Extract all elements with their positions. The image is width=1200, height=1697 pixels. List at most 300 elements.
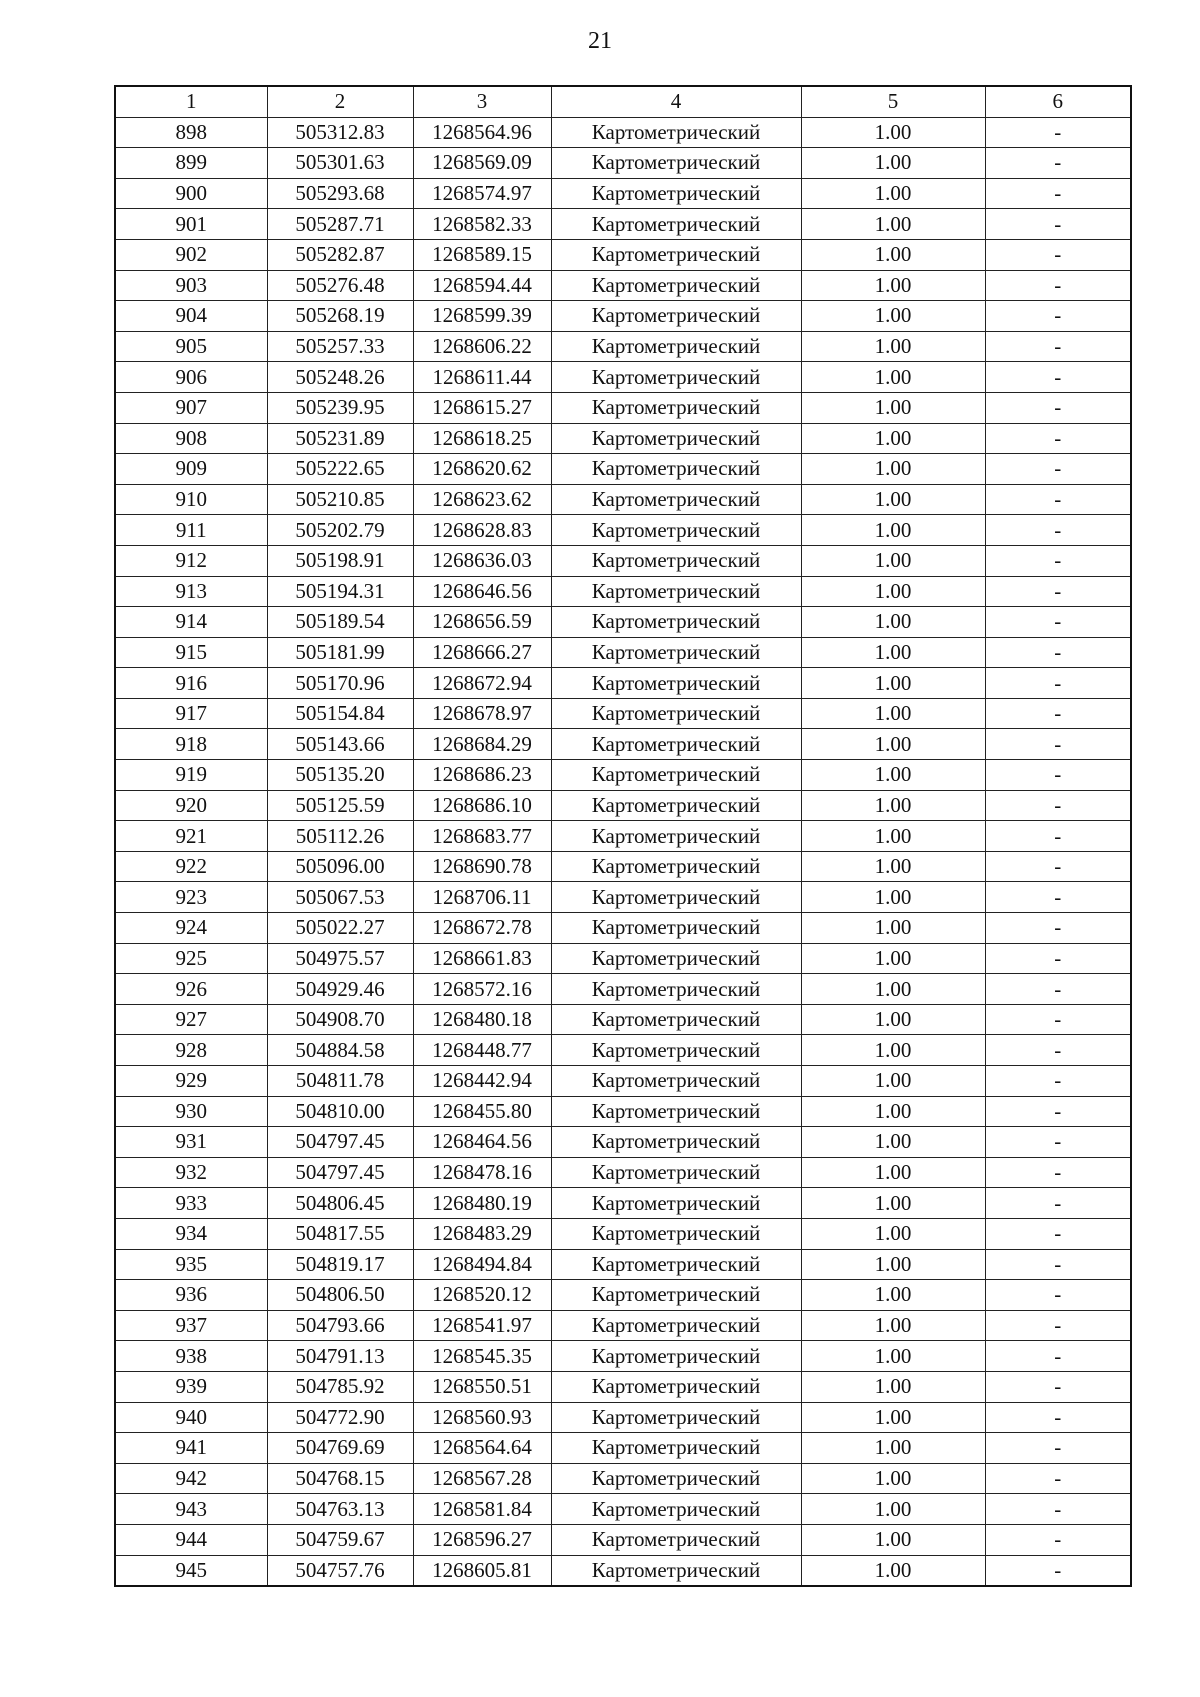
table-row	[115, 1341, 1131, 1372]
table-row	[115, 1188, 1131, 1219]
method-cell: Картометрический	[551, 637, 801, 668]
method-cell: Картометрический	[551, 1035, 801, 1066]
point-number-cell: 939	[115, 1371, 267, 1402]
table-row	[115, 1555, 1131, 1586]
table-row	[115, 974, 1131, 1005]
x-coordinate-cell: 504806.45	[267, 1188, 413, 1219]
x-coordinate-cell: 505096.00	[267, 851, 413, 882]
method-cell: Картометрический	[551, 790, 801, 821]
description-cell: -	[985, 117, 1131, 148]
column-header: 4	[551, 86, 801, 117]
description-cell: -	[985, 1555, 1131, 1586]
method-cell: Картометрический	[551, 913, 801, 944]
x-coordinate-cell: 505189.54	[267, 607, 413, 638]
x-coordinate-cell: 504884.58	[267, 1035, 413, 1066]
precision-cell: 1.00	[801, 882, 985, 913]
precision-cell: 1.00	[801, 178, 985, 209]
point-number-cell: 916	[115, 668, 267, 699]
precision-cell: 1.00	[801, 851, 985, 882]
y-coordinate-cell: 1268564.96	[413, 117, 551, 148]
precision-cell: 1.00	[801, 148, 985, 179]
method-cell: Картометрический	[551, 607, 801, 638]
x-coordinate-cell: 504797.45	[267, 1157, 413, 1188]
y-coordinate-cell: 1268611.44	[413, 362, 551, 393]
method-cell: Картометрический	[551, 576, 801, 607]
precision-cell: 1.00	[801, 1004, 985, 1035]
x-coordinate-cell: 505135.20	[267, 760, 413, 791]
method-cell: Картометрический	[551, 821, 801, 852]
precision-cell: 1.00	[801, 362, 985, 393]
precision-cell: 1.00	[801, 668, 985, 699]
precision-cell: 1.00	[801, 974, 985, 1005]
precision-cell: 1.00	[801, 1188, 985, 1219]
description-cell: -	[985, 974, 1131, 1005]
point-number-cell: 918	[115, 729, 267, 760]
table-row	[115, 1096, 1131, 1127]
precision-cell: 1.00	[801, 1402, 985, 1433]
y-coordinate-cell: 1268564.64	[413, 1433, 551, 1464]
point-number-cell: 910	[115, 484, 267, 515]
y-coordinate-cell: 1268706.11	[413, 882, 551, 913]
method-cell: Картометрический	[551, 454, 801, 485]
x-coordinate-cell: 505125.59	[267, 790, 413, 821]
description-cell: -	[985, 607, 1131, 638]
x-coordinate-cell: 505268.19	[267, 301, 413, 332]
method-cell: Картометрический	[551, 1249, 801, 1280]
table-row	[115, 1218, 1131, 1249]
y-coordinate-cell: 1268594.44	[413, 270, 551, 301]
table-row	[115, 882, 1131, 913]
point-number-cell: 945	[115, 1555, 267, 1586]
y-coordinate-cell: 1268618.25	[413, 423, 551, 454]
description-cell: -	[985, 1188, 1131, 1219]
y-coordinate-cell: 1268620.62	[413, 454, 551, 485]
table-body	[115, 117, 1131, 1586]
header-row	[115, 86, 1131, 117]
y-coordinate-cell: 1268661.83	[413, 943, 551, 974]
x-coordinate-cell: 505181.99	[267, 637, 413, 668]
y-coordinate-cell: 1268606.22	[413, 331, 551, 362]
y-coordinate-cell: 1268550.51	[413, 1371, 551, 1402]
table-row	[115, 790, 1131, 821]
y-coordinate-cell: 1268480.18	[413, 1004, 551, 1035]
method-cell: Картометрический	[551, 1004, 801, 1035]
x-coordinate-cell: 504806.50	[267, 1280, 413, 1311]
point-number-cell: 898	[115, 117, 267, 148]
precision-cell: 1.00	[801, 729, 985, 760]
method-cell: Картометрический	[551, 1402, 801, 1433]
table-row	[115, 331, 1131, 362]
x-coordinate-cell: 504793.66	[267, 1310, 413, 1341]
y-coordinate-cell: 1268541.97	[413, 1310, 551, 1341]
x-coordinate-cell: 505170.96	[267, 668, 413, 699]
table-row	[115, 178, 1131, 209]
y-coordinate-cell: 1268615.27	[413, 392, 551, 423]
method-cell: Картометрический	[551, 1066, 801, 1097]
y-coordinate-cell: 1268686.23	[413, 760, 551, 791]
x-coordinate-cell: 504929.46	[267, 974, 413, 1005]
precision-cell: 1.00	[801, 1524, 985, 1555]
precision-cell: 1.00	[801, 698, 985, 729]
table-row	[115, 209, 1131, 240]
point-number-cell: 900	[115, 178, 267, 209]
description-cell: -	[985, 1127, 1131, 1158]
table-row	[115, 1127, 1131, 1158]
description-cell: -	[985, 178, 1131, 209]
method-cell: Картометрический	[551, 270, 801, 301]
method-cell: Картометрический	[551, 484, 801, 515]
description-cell: -	[985, 913, 1131, 944]
precision-cell: 1.00	[801, 1463, 985, 1494]
point-number-cell: 919	[115, 760, 267, 791]
description-cell: -	[985, 270, 1131, 301]
x-coordinate-cell: 505248.26	[267, 362, 413, 393]
y-coordinate-cell: 1268672.78	[413, 913, 551, 944]
table-row	[115, 943, 1131, 974]
method-cell: Картометрический	[551, 698, 801, 729]
precision-cell: 1.00	[801, 454, 985, 485]
description-cell: -	[985, 1524, 1131, 1555]
x-coordinate-cell: 504769.69	[267, 1433, 413, 1464]
y-coordinate-cell: 1268646.56	[413, 576, 551, 607]
description-cell: -	[985, 760, 1131, 791]
x-coordinate-cell: 504768.15	[267, 1463, 413, 1494]
y-coordinate-cell: 1268623.62	[413, 484, 551, 515]
table-row	[115, 423, 1131, 454]
method-cell: Картометрический	[551, 1280, 801, 1311]
precision-cell: 1.00	[801, 1280, 985, 1311]
method-cell: Картометрический	[551, 331, 801, 362]
y-coordinate-cell: 1268596.27	[413, 1524, 551, 1555]
x-coordinate-cell: 504975.57	[267, 943, 413, 974]
y-coordinate-cell: 1268442.94	[413, 1066, 551, 1097]
precision-cell: 1.00	[801, 1127, 985, 1158]
description-cell: -	[985, 454, 1131, 485]
y-coordinate-cell: 1268494.84	[413, 1249, 551, 1280]
point-number-cell: 917	[115, 698, 267, 729]
description-cell: -	[985, 1066, 1131, 1097]
description-cell: -	[985, 1157, 1131, 1188]
point-number-cell: 934	[115, 1218, 267, 1249]
x-coordinate-cell: 505276.48	[267, 270, 413, 301]
y-coordinate-cell: 1268567.28	[413, 1463, 551, 1494]
method-cell: Картометрический	[551, 1188, 801, 1219]
description-cell: -	[985, 729, 1131, 760]
y-coordinate-cell: 1268672.94	[413, 668, 551, 699]
x-coordinate-cell: 504757.76	[267, 1555, 413, 1586]
point-number-cell: 921	[115, 821, 267, 852]
precision-cell: 1.00	[801, 1157, 985, 1188]
y-coordinate-cell: 1268678.97	[413, 698, 551, 729]
precision-cell: 1.00	[801, 1555, 985, 1586]
method-cell: Картометрический	[551, 362, 801, 393]
table-row	[115, 1371, 1131, 1402]
table-row	[115, 301, 1131, 332]
method-cell: Картометрический	[551, 239, 801, 270]
point-number-cell: 906	[115, 362, 267, 393]
y-coordinate-cell: 1268581.84	[413, 1494, 551, 1525]
precision-cell: 1.00	[801, 331, 985, 362]
y-coordinate-cell: 1268666.27	[413, 637, 551, 668]
description-cell: -	[985, 301, 1131, 332]
table-row	[115, 637, 1131, 668]
method-cell: Картометрический	[551, 1555, 801, 1586]
description-cell: -	[985, 209, 1131, 240]
description-cell: -	[985, 1433, 1131, 1464]
table-row	[115, 1310, 1131, 1341]
point-number-cell: 907	[115, 392, 267, 423]
method-cell: Картометрический	[551, 882, 801, 913]
y-coordinate-cell: 1268574.97	[413, 178, 551, 209]
description-cell: -	[985, 1463, 1131, 1494]
method-cell: Картометрический	[551, 851, 801, 882]
description-cell: -	[985, 1249, 1131, 1280]
method-cell: Картометрический	[551, 423, 801, 454]
table-row	[115, 913, 1131, 944]
column-header: 1	[115, 86, 267, 117]
description-cell: -	[985, 1310, 1131, 1341]
y-coordinate-cell: 1268683.77	[413, 821, 551, 852]
method-cell: Картометрический	[551, 1494, 801, 1525]
x-coordinate-cell: 505154.84	[267, 698, 413, 729]
method-cell: Картометрический	[551, 117, 801, 148]
method-cell: Картометрический	[551, 1157, 801, 1188]
table-row	[115, 1524, 1131, 1555]
precision-cell: 1.00	[801, 790, 985, 821]
table-row	[115, 117, 1131, 148]
precision-cell: 1.00	[801, 760, 985, 791]
page-number: 21	[588, 28, 612, 54]
x-coordinate-cell: 505282.87	[267, 239, 413, 270]
y-coordinate-cell: 1268656.59	[413, 607, 551, 638]
description-cell: -	[985, 239, 1131, 270]
description-cell: -	[985, 790, 1131, 821]
precision-cell: 1.00	[801, 1433, 985, 1464]
precision-cell: 1.00	[801, 1218, 985, 1249]
column-header: 5	[801, 86, 985, 117]
description-cell: -	[985, 1035, 1131, 1066]
precision-cell: 1.00	[801, 209, 985, 240]
column-header: 3	[413, 86, 551, 117]
table-row	[115, 239, 1131, 270]
x-coordinate-cell: 505022.27	[267, 913, 413, 944]
description-cell: -	[985, 392, 1131, 423]
method-cell: Картометрический	[551, 1433, 801, 1464]
precision-cell: 1.00	[801, 545, 985, 576]
x-coordinate-cell: 504797.45	[267, 1127, 413, 1158]
y-coordinate-cell: 1268464.56	[413, 1127, 551, 1158]
point-number-cell: 911	[115, 515, 267, 546]
precision-cell: 1.00	[801, 1494, 985, 1525]
x-coordinate-cell: 505231.89	[267, 423, 413, 454]
method-cell: Картометрический	[551, 943, 801, 974]
y-coordinate-cell: 1268483.29	[413, 1218, 551, 1249]
description-cell: -	[985, 1341, 1131, 1372]
point-number-cell: 899	[115, 148, 267, 179]
table-row	[115, 1066, 1131, 1097]
y-coordinate-cell: 1268690.78	[413, 851, 551, 882]
point-number-cell: 931	[115, 1127, 267, 1158]
precision-cell: 1.00	[801, 1035, 985, 1066]
table-row	[115, 851, 1131, 882]
precision-cell: 1.00	[801, 239, 985, 270]
precision-cell: 1.00	[801, 821, 985, 852]
x-coordinate-cell: 505112.26	[267, 821, 413, 852]
description-cell: -	[985, 1096, 1131, 1127]
method-cell: Картометрический	[551, 1127, 801, 1158]
y-coordinate-cell: 1268455.80	[413, 1096, 551, 1127]
method-cell: Картометрический	[551, 515, 801, 546]
description-cell: -	[985, 698, 1131, 729]
y-coordinate-cell: 1268582.33	[413, 209, 551, 240]
table-row	[115, 1249, 1131, 1280]
point-number-cell: 925	[115, 943, 267, 974]
table-row	[115, 1494, 1131, 1525]
point-number-cell: 912	[115, 545, 267, 576]
point-number-cell: 924	[115, 913, 267, 944]
description-cell: -	[985, 1280, 1131, 1311]
description-cell: -	[985, 1218, 1131, 1249]
x-coordinate-cell: 504908.70	[267, 1004, 413, 1035]
method-cell: Картометрический	[551, 545, 801, 576]
table-row	[115, 1004, 1131, 1035]
point-number-cell: 941	[115, 1433, 267, 1464]
precision-cell: 1.00	[801, 1341, 985, 1372]
y-coordinate-cell: 1268478.16	[413, 1157, 551, 1188]
method-cell: Картометрический	[551, 729, 801, 760]
precision-cell: 1.00	[801, 913, 985, 944]
table-row	[115, 362, 1131, 393]
method-cell: Картометрический	[551, 1218, 801, 1249]
table-row	[115, 1463, 1131, 1494]
precision-cell: 1.00	[801, 392, 985, 423]
description-cell: -	[985, 821, 1131, 852]
y-coordinate-cell: 1268569.09	[413, 148, 551, 179]
precision-cell: 1.00	[801, 576, 985, 607]
point-number-cell: 909	[115, 454, 267, 485]
y-coordinate-cell: 1268520.12	[413, 1280, 551, 1311]
y-coordinate-cell: 1268686.10	[413, 790, 551, 821]
method-cell: Картометрический	[551, 148, 801, 179]
y-coordinate-cell: 1268599.39	[413, 301, 551, 332]
description-cell: -	[985, 943, 1131, 974]
x-coordinate-cell: 505198.91	[267, 545, 413, 576]
y-coordinate-cell: 1268572.16	[413, 974, 551, 1005]
table-row	[115, 1035, 1131, 1066]
table-row	[115, 1402, 1131, 1433]
precision-cell: 1.00	[801, 301, 985, 332]
point-number-cell: 904	[115, 301, 267, 332]
precision-cell: 1.00	[801, 943, 985, 974]
point-number-cell: 902	[115, 239, 267, 270]
table-row	[115, 1157, 1131, 1188]
point-number-cell: 926	[115, 974, 267, 1005]
precision-cell: 1.00	[801, 637, 985, 668]
table-row	[115, 698, 1131, 729]
point-number-cell: 937	[115, 1310, 267, 1341]
table-row	[115, 148, 1131, 179]
method-cell: Картометрический	[551, 668, 801, 699]
x-coordinate-cell: 505287.71	[267, 209, 413, 240]
x-coordinate-cell: 505257.33	[267, 331, 413, 362]
x-coordinate-cell: 504819.17	[267, 1249, 413, 1280]
precision-cell: 1.00	[801, 1310, 985, 1341]
x-coordinate-cell: 505222.65	[267, 454, 413, 485]
precision-cell: 1.00	[801, 607, 985, 638]
table-row	[115, 760, 1131, 791]
description-cell: -	[985, 1004, 1131, 1035]
y-coordinate-cell: 1268480.19	[413, 1188, 551, 1219]
method-cell: Картометрический	[551, 301, 801, 332]
description-cell: -	[985, 362, 1131, 393]
y-coordinate-cell: 1268589.15	[413, 239, 551, 270]
method-cell: Картометрический	[551, 1463, 801, 1494]
point-number-cell: 938	[115, 1341, 267, 1372]
point-number-cell: 903	[115, 270, 267, 301]
table-row	[115, 1280, 1131, 1311]
x-coordinate-cell: 504791.13	[267, 1341, 413, 1372]
point-number-cell: 940	[115, 1402, 267, 1433]
method-cell: Картометрический	[551, 760, 801, 791]
x-coordinate-cell: 505143.66	[267, 729, 413, 760]
table-row	[115, 668, 1131, 699]
description-cell: -	[985, 148, 1131, 179]
precision-cell: 1.00	[801, 515, 985, 546]
column-header: 6	[985, 86, 1131, 117]
x-coordinate-cell: 504811.78	[267, 1066, 413, 1097]
y-coordinate-cell: 1268448.77	[413, 1035, 551, 1066]
precision-cell: 1.00	[801, 1371, 985, 1402]
x-coordinate-cell: 505301.63	[267, 148, 413, 179]
point-number-cell: 932	[115, 1157, 267, 1188]
y-coordinate-cell: 1268560.93	[413, 1402, 551, 1433]
point-number-cell: 942	[115, 1463, 267, 1494]
table-row	[115, 729, 1131, 760]
x-coordinate-cell: 504817.55	[267, 1218, 413, 1249]
point-number-cell: 920	[115, 790, 267, 821]
method-cell: Картометрический	[551, 1524, 801, 1555]
x-coordinate-cell: 505293.68	[267, 178, 413, 209]
method-cell: Картометрический	[551, 1371, 801, 1402]
point-number-cell: 905	[115, 331, 267, 362]
table-row	[115, 576, 1131, 607]
point-number-cell: 901	[115, 209, 267, 240]
table-row	[115, 392, 1131, 423]
x-coordinate-cell: 505067.53	[267, 882, 413, 913]
x-coordinate-cell: 505210.85	[267, 484, 413, 515]
table-row	[115, 484, 1131, 515]
description-cell: -	[985, 1402, 1131, 1433]
point-number-cell: 927	[115, 1004, 267, 1035]
x-coordinate-cell: 505312.83	[267, 117, 413, 148]
method-cell: Картометрический	[551, 209, 801, 240]
description-cell: -	[985, 576, 1131, 607]
precision-cell: 1.00	[801, 423, 985, 454]
method-cell: Картометрический	[551, 392, 801, 423]
description-cell: -	[985, 331, 1131, 362]
precision-cell: 1.00	[801, 270, 985, 301]
table-row	[115, 607, 1131, 638]
point-number-cell: 913	[115, 576, 267, 607]
description-cell: -	[985, 882, 1131, 913]
x-coordinate-cell: 505194.31	[267, 576, 413, 607]
method-cell: Картометрический	[551, 1096, 801, 1127]
point-number-cell: 944	[115, 1524, 267, 1555]
description-cell: -	[985, 484, 1131, 515]
precision-cell: 1.00	[801, 1249, 985, 1280]
x-coordinate-cell: 505239.95	[267, 392, 413, 423]
y-coordinate-cell: 1268684.29	[413, 729, 551, 760]
